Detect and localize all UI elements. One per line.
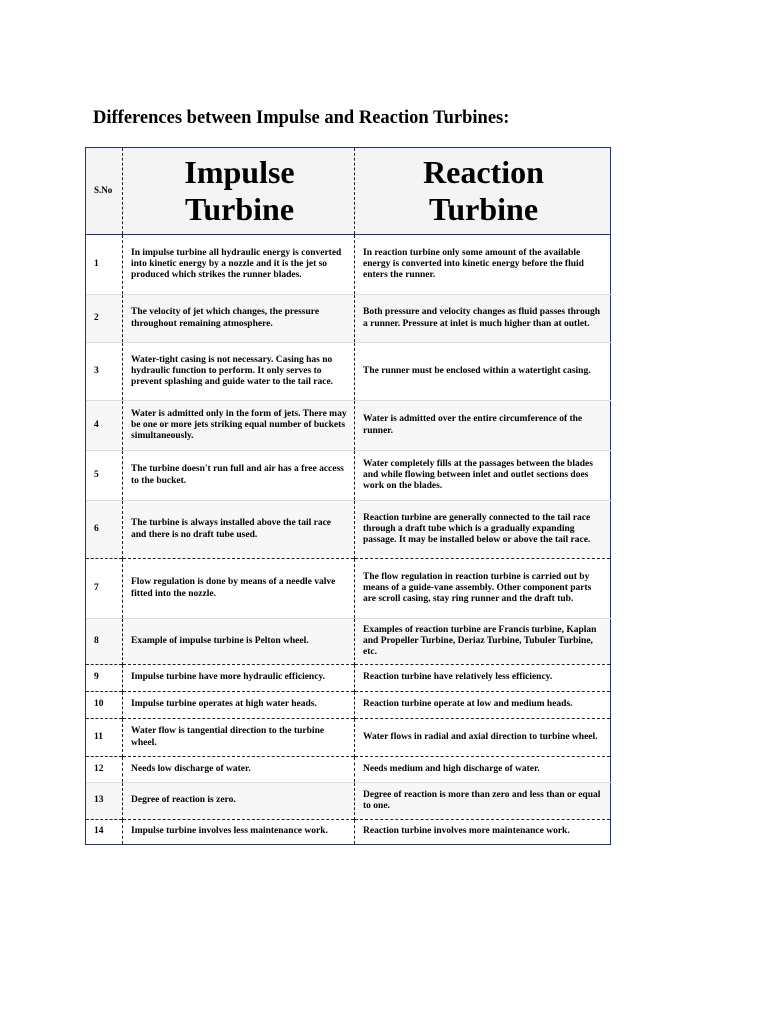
impulse-cell: Water-tight casing is not necessary. Casing has no hydraulic function to perform. It only serves to prevent splashing and guide water to the tail race. (123, 343, 355, 401)
reaction-cell: Water is admitted over the entire circumference of the runner. (355, 401, 611, 451)
table-row (86, 619, 611, 665)
reaction-cell: Needs medium and high discharge of water. (355, 757, 611, 783)
row-number: 3 (86, 343, 123, 401)
page-title: Differences between Impulse and Reaction Turbines: (93, 108, 510, 128)
table-row (86, 401, 611, 451)
impulse-cell: The velocity of jet which changes, the pressure throughout remaining atmosphere. (123, 295, 355, 343)
row-number: 12 (86, 757, 123, 783)
table-row (86, 451, 611, 501)
reaction-cell: Water flows in radial and axial direction to turbine wheel. (355, 719, 611, 757)
reaction-cell: Water completely fills at the passages between the blades and while flowing between inlet and outlet sections does work on the blades. (355, 451, 611, 501)
reaction-cell: Reaction turbine have relatively less efficiency. (355, 665, 611, 692)
table-row (86, 820, 611, 845)
table-row (86, 719, 611, 757)
row-number: 7 (86, 559, 123, 619)
row-number: 2 (86, 295, 123, 343)
header-reaction-line2: Turbine (428, 191, 539, 227)
reaction-cell: The runner must be enclosed within a watertight casing. (355, 343, 611, 401)
reaction-cell: In reaction turbine only some amount of the available energy is converted into kinetic energy before the fluid enters the runner. (355, 235, 611, 295)
reaction-cell: Examples of reaction turbine are Francis turbine, Kaplan and Propeller Turbine, Deriaz Turbine, Tubuler Turbine, etc. (355, 619, 611, 665)
row-number: 9 (86, 665, 123, 692)
table-row (86, 757, 611, 783)
header-impulse (123, 148, 355, 235)
header-reaction-line1: Reaction (423, 154, 544, 190)
header-reaction (355, 148, 611, 235)
row-number: 1 (86, 235, 123, 295)
row-number: 10 (86, 692, 123, 719)
impulse-cell: Water flow is tangential direction to the turbine wheel. (123, 719, 355, 757)
header-impulse-line2: Turbine (184, 191, 295, 227)
impulse-cell: The turbine doesn't run full and air has a free access to the bucket. (123, 451, 355, 501)
table-row (86, 235, 611, 295)
table-row (86, 295, 611, 343)
impulse-cell: Impulse turbine operates at high water heads. (123, 692, 355, 719)
row-number: 8 (86, 619, 123, 665)
impulse-cell: Degree of reaction is zero. (123, 783, 355, 820)
table-header-row (86, 148, 611, 235)
header-impulse-line1: Impulse (184, 154, 295, 190)
reaction-cell: Both pressure and velocity changes as fluid passes through a runner. Pressure at inlet is much higher than at outlet. (355, 295, 611, 343)
table-row (86, 501, 611, 559)
impulse-cell: Impulse turbine have more hydraulic efficiency. (123, 665, 355, 692)
table-row (86, 559, 611, 619)
impulse-cell: In impulse turbine all hydraulic energy is converted into kinetic energy by a nozzle and it is the jet so produced which strikes the runner blades. (123, 235, 355, 295)
row-number: 13 (86, 783, 123, 820)
row-number: 4 (86, 401, 123, 451)
table-row (86, 692, 611, 719)
impulse-cell: Water is admitted only in the form of jets. There may be one or more jets striking equal number of buckets simultaneously. (123, 401, 355, 451)
header-sno: S.No (86, 148, 123, 235)
impulse-cell: The turbine is always installed above the tail race and there is no draft tube used. (123, 501, 355, 559)
row-number: 6 (86, 501, 123, 559)
table-row (86, 783, 611, 820)
table-row (86, 665, 611, 692)
table-row (86, 343, 611, 401)
impulse-cell: Impulse turbine involves less maintenance work. (123, 820, 355, 845)
comparison-table (85, 147, 611, 845)
impulse-cell: Flow regulation is done by means of a needle valve fitted into the nozzle. (123, 559, 355, 619)
impulse-cell: Example of impulse turbine is Pelton wheel. (123, 619, 355, 665)
reaction-cell: Reaction turbine are generally connected to the tail race through a draft tube which is a gradually expanding passage. It may be installed below or above the tail race. (355, 501, 611, 559)
reaction-cell: Reaction turbine operate at low and medium heads. (355, 692, 611, 719)
row-number: 11 (86, 719, 123, 757)
reaction-cell: Reaction turbine involves more maintenance work. (355, 820, 611, 845)
row-number: 14 (86, 820, 123, 845)
reaction-cell: Degree of reaction is more than zero and less than or equal to one. (355, 783, 611, 820)
impulse-cell: Needs low discharge of water. (123, 757, 355, 783)
row-number: 5 (86, 451, 123, 501)
reaction-cell: The flow regulation in reaction turbine is carried out by means of a guide-vane assembly. Other component parts are scroll casing, stay ring runner and the draft tub. (355, 559, 611, 619)
